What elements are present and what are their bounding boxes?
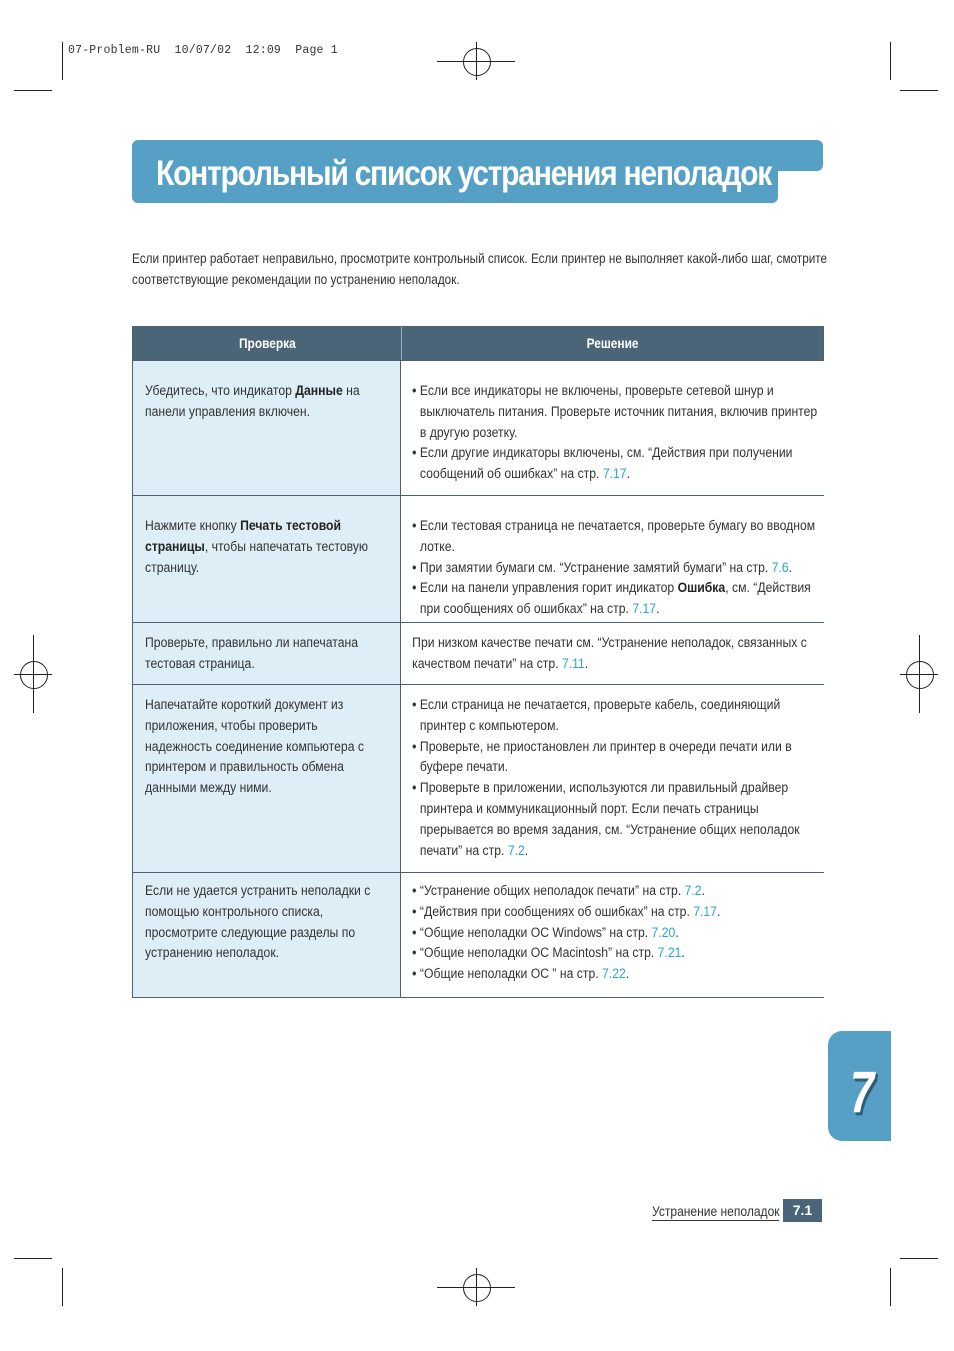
table-row [133, 622, 823, 684]
solution-item: • Если тестовая страница не печатается, проверьте бумагу во вводном лотке. [412, 516, 825, 558]
footer-section-label: Устранение неполадок [652, 1203, 780, 1219]
crop-mark [14, 90, 52, 91]
header-solution: Решение [586, 335, 639, 351]
table-header [133, 327, 823, 360]
solution-item: • При замятии бумаги см. “Устранение замятий бумаги” на стр. 7.6. [412, 558, 825, 579]
crop-mark [890, 1268, 891, 1306]
check-text: на панели управления включен. [145, 383, 360, 420]
page-link[interactable]: 7.2 [507, 842, 525, 859]
solution-item: • “Общие неполадки ОС ” на стр. 7.22. [412, 964, 825, 985]
solution-item: • “Действия при сообщениях об ошибках” на стр. 7.17. [412, 902, 825, 923]
page-link[interactable]: 7.17 [693, 903, 717, 920]
title-banner-extension [770, 140, 823, 171]
solution-item: • “Общие неполадки ОС Windows” на стр. 7.20. [412, 923, 825, 944]
page-link[interactable]: 7.17 [632, 601, 657, 618]
solution-item: • Если другие индикаторы включены, см. “Действия при получении сообщений об ошибках” на стр. 7.17. [412, 443, 825, 485]
crop-mark [14, 1258, 52, 1259]
print-slug: 07-Problem-RU 10/07/02 12:09 Page 1 [68, 44, 338, 57]
check-text: , чтобы напечатать тестовую страницу. [145, 538, 369, 576]
intro-paragraph: Если принтер работает неправильно, просмотрите контрольный список. Если принтер не выполняет какой-либо шаг, смотрите соответствующие рекомендации по устранению неполадок. [132, 251, 828, 287]
table-row [133, 684, 823, 872]
check-text: Нажмите кнопку [145, 518, 241, 534]
solution-cell [401, 685, 894, 872]
check-text: Проверьте, правильно ли напечатана тестовая страница. [145, 635, 359, 672]
page-number: 7.1 [783, 1199, 822, 1222]
chapter-tab [828, 1031, 891, 1141]
solution-cell [401, 623, 894, 684]
check-bold: Данные [295, 383, 343, 399]
crop-mark [900, 90, 938, 91]
check-cell [133, 496, 401, 622]
page-link[interactable]: 7.20 [651, 924, 676, 941]
header-check: Проверка [133, 327, 402, 360]
check-cell [133, 685, 401, 872]
check-text: Если не удается устранить неполадки с помощью контрольного списка, просмотрите следующие разделы по устранению неполадок. [145, 883, 371, 962]
check-text: Напечатайте короткий документ из приложения, чтобы проверить надежность соединение компьютера с принтером и правильность обмена данными между ними. [145, 697, 364, 797]
chapter-number: 7 [850, 1060, 875, 1125]
crop-mark [900, 1258, 938, 1259]
solution-item: • Если все индикаторы не включены, проверьте сетевой шнур и выключатель питания. Проверьте источник питания, включив принтер в другую розетку. [412, 381, 825, 443]
table-row [133, 495, 823, 622]
check-text: Убедитесь, что индикатор [145, 383, 296, 399]
page-link[interactable]: 7.22 [602, 966, 626, 983]
solution-cell [401, 361, 894, 495]
page-link[interactable]: 7.11 [561, 655, 585, 672]
table-row [133, 872, 823, 997]
check-cell [133, 873, 401, 997]
solution-cell [401, 873, 894, 997]
solution-item: • “Общие неполадки ОС Macintosh” на стр. 7.21. [412, 943, 825, 964]
table-row [133, 360, 823, 495]
check-bold: Печать тестовой страницы [145, 518, 342, 555]
page-link[interactable]: 7.17 [602, 466, 627, 483]
page-link[interactable]: 7.21 [657, 945, 682, 962]
page-title: Контрольный список устранения неполадок [156, 154, 772, 193]
page-link[interactable]: 7.2 [684, 883, 702, 899]
solution-item: • Если страница не печатается, проверьте кабель, соединяющий принтер с компьютером. [412, 695, 825, 737]
crop-mark [62, 1268, 63, 1306]
solution-item: • Проверьте в приложении, используются ли правильный драйвер принтера и коммуникационный порт. Если печать страницы прерывается во время задания, см. “Устранение общих неполадок печати” на стр. 7.2. [412, 778, 825, 861]
solution-item: • “Устранение общих неполадок печати” на стр. 7.2. [412, 881, 825, 902]
solution-cell [401, 496, 894, 622]
check-cell [133, 623, 401, 684]
checklist-table [132, 326, 824, 998]
page-link[interactable]: 7.6 [771, 559, 789, 576]
check-cell [133, 361, 401, 495]
crop-mark [62, 42, 63, 80]
crop-mark [890, 42, 891, 80]
solution-item: • Проверьте, не приостановлен ли принтер в очереди печати или в буфере печати. [412, 737, 825, 779]
solution-text: При низком качестве печати см. “Устранение неполадок, связанных с качеством печати” на стр. 7.11. [412, 635, 807, 672]
solution-item: • Если на панели управления горит индикатор Ошибка, см. “Действия при сообщениях об ошибках” на стр. 7.17. [412, 578, 825, 620]
